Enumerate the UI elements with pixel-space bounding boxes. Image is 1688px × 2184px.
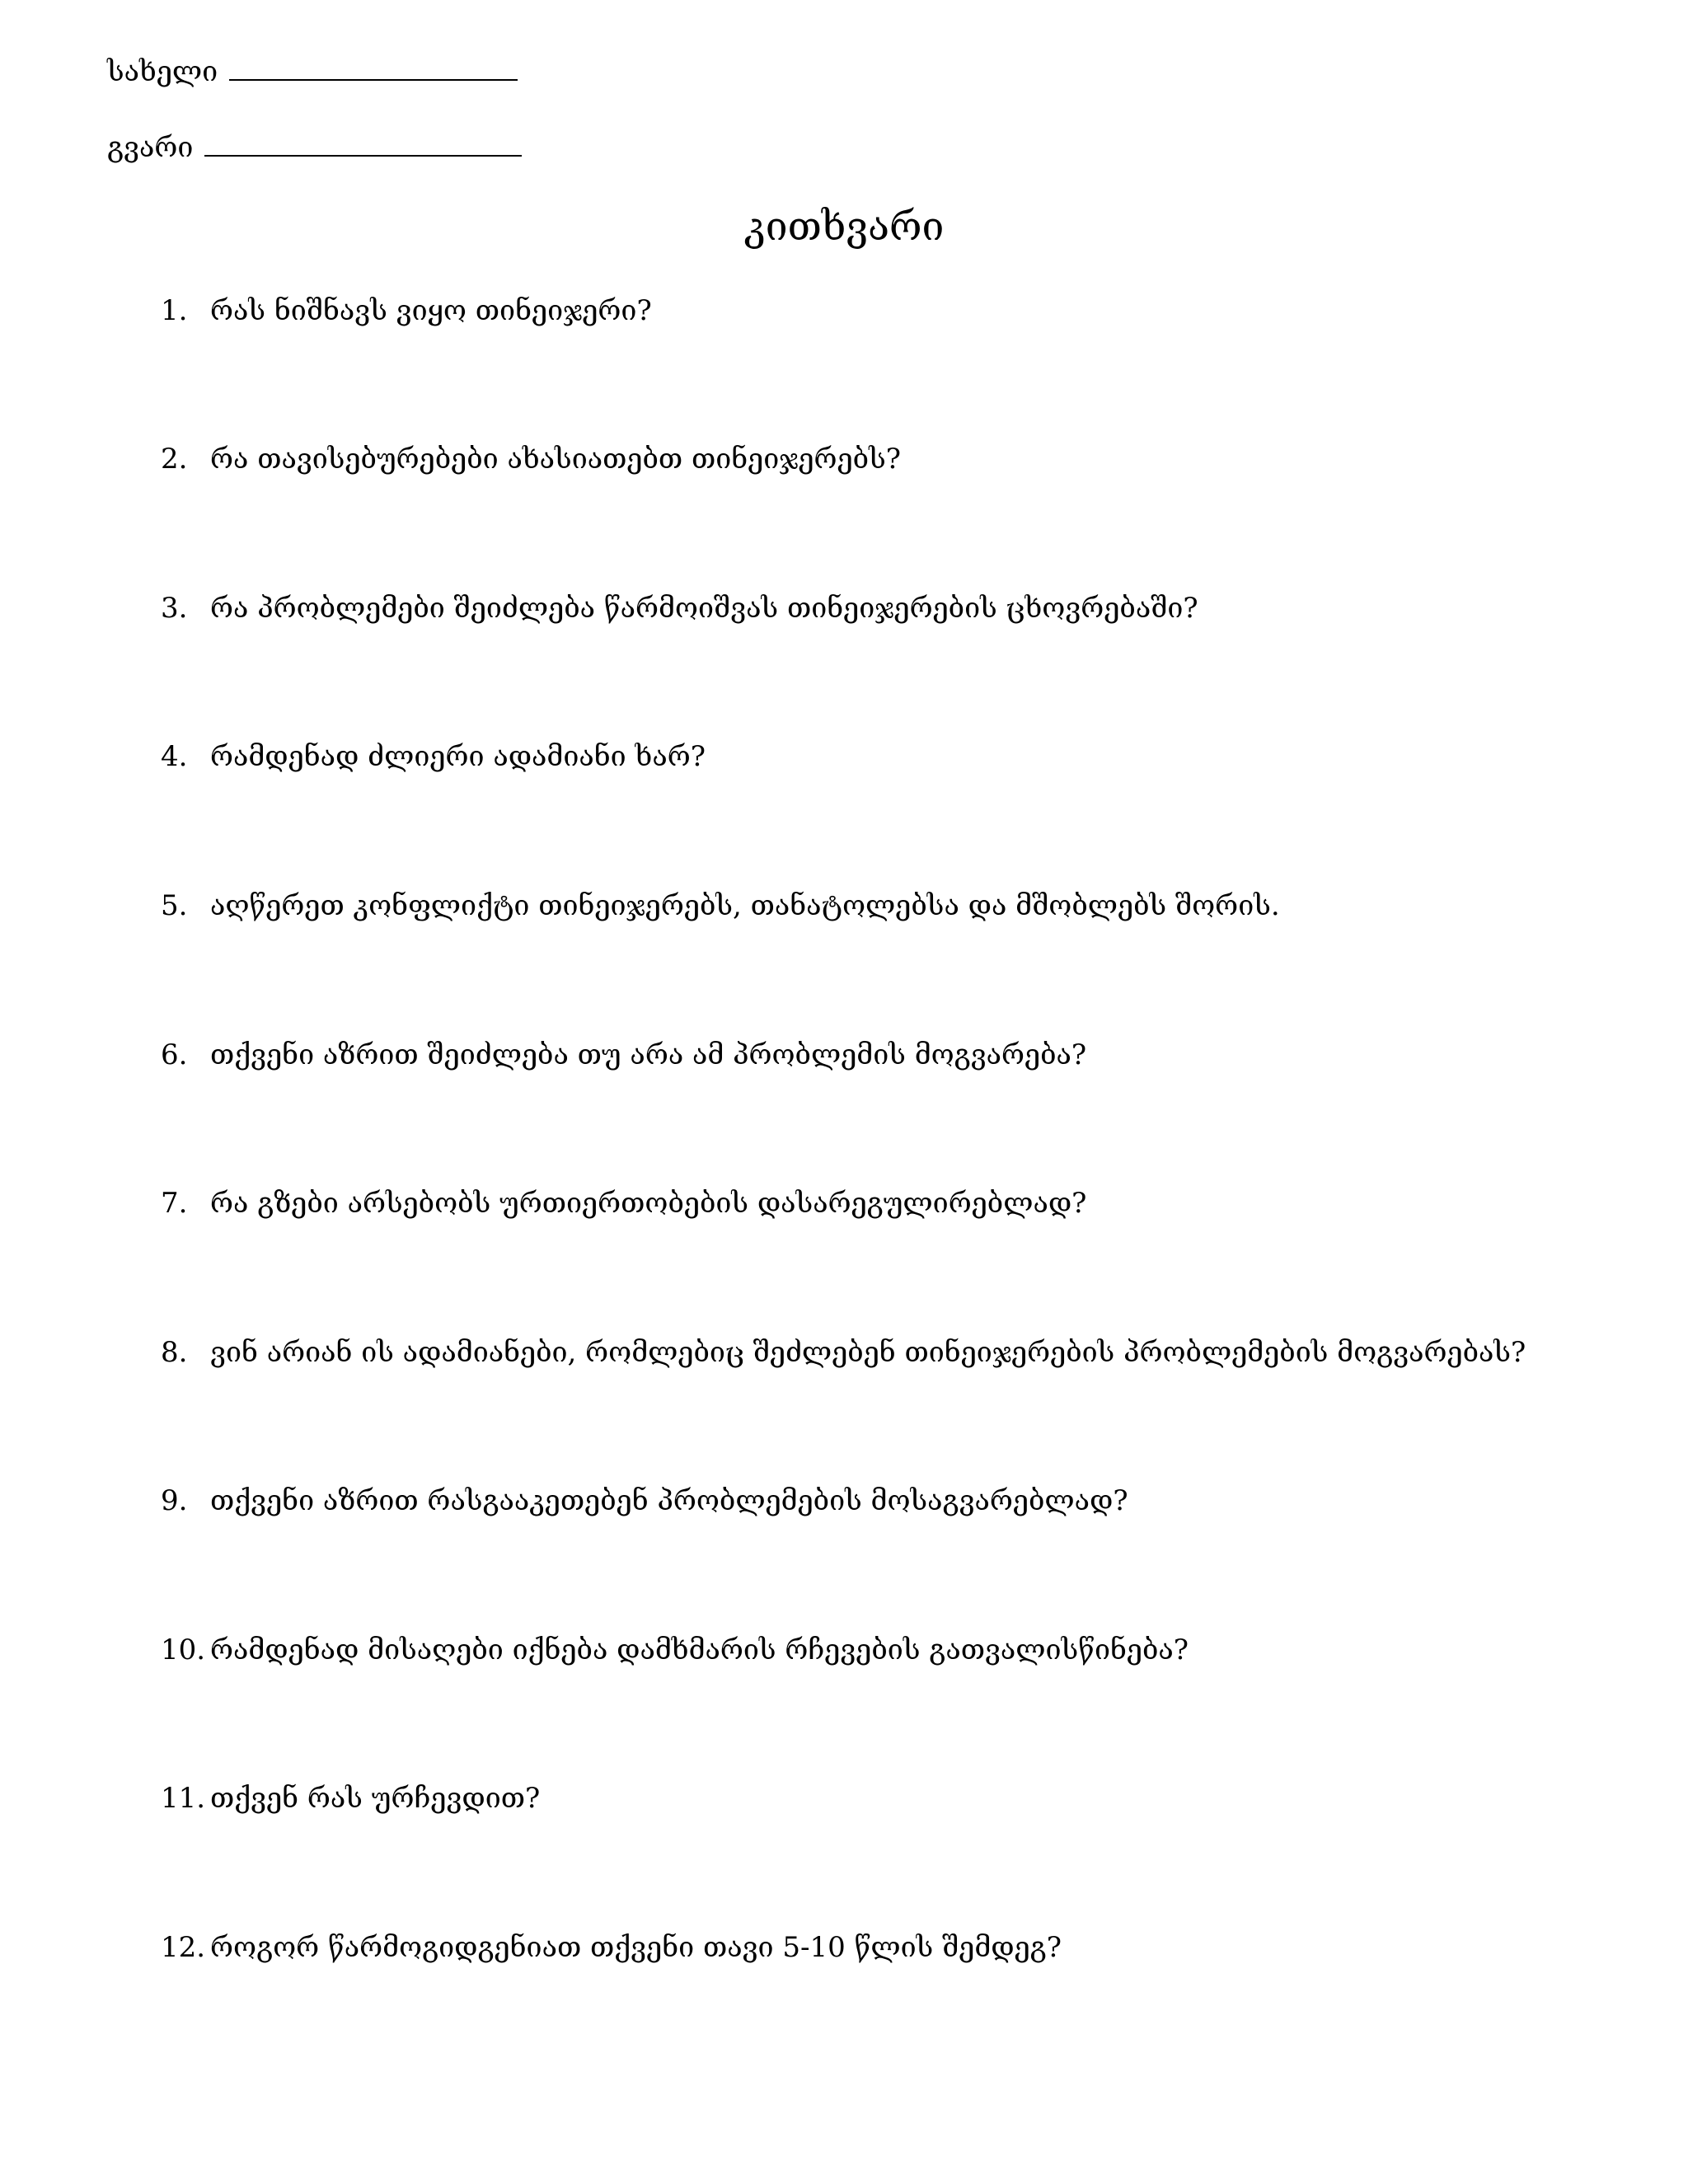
question-text: რას ნიშნავს ვიყო თინეიჯერი?: [210, 294, 652, 327]
page-title: კითხვარი: [743, 204, 945, 250]
question-number: 7.: [161, 1187, 188, 1220]
question-text: რამდენად მისაღები იქნება დამხმარის რჩევების გათვალისწინება?: [210, 1633, 1189, 1666]
question-number: 8.: [161, 1336, 188, 1369]
question-number: 9.: [161, 1484, 188, 1517]
surname-field: [107, 130, 522, 164]
name-field: [107, 54, 518, 88]
question-text: როგორ წარმოგიდგენიათ თქვენი თავი 5-10 წლის შემდეგ?: [210, 1931, 1062, 1964]
question-text: რა თავისებურებები ახასიათებთ თინეიჯერებს?: [210, 443, 901, 476]
name-blank-line[interactable]: [229, 54, 518, 81]
question-text: თქვენ რას ურჩევდით?: [210, 1782, 541, 1815]
question-number: 3.: [161, 592, 188, 625]
question-text: ვინ არიან ის ადამიანები, რომლებიც შეძლებენ თინეიჯერების პრობლემების მოგვარებას?: [210, 1336, 1526, 1369]
question-number: 2.: [161, 443, 188, 476]
question-number: 10.: [161, 1633, 206, 1666]
question-text: თქვენი აზრით შეიძლება თუ არა ამ პრობლემის მოგვარება?: [210, 1038, 1087, 1071]
surname-label: გვარი: [107, 131, 194, 164]
surname-blank-line[interactable]: [204, 130, 522, 157]
question-number: 5.: [161, 889, 188, 922]
name-label: სახელი: [107, 55, 218, 88]
question-number: 6.: [161, 1038, 188, 1071]
question-number: 1.: [161, 294, 188, 327]
question-number: 12.: [161, 1931, 206, 1964]
question-text: რამდენად ძლიერი ადამიანი ხარ?: [210, 740, 706, 773]
question-number: 11.: [161, 1782, 206, 1815]
question-text: აღწერეთ კონფლიქტი თინეიჯერებს, თანატოლებსა და მშობლებს შორის.: [210, 889, 1280, 922]
question-text: თქვენი აზრით რასგააკეთებენ პრობლემების მოსაგვარებლად?: [210, 1484, 1128, 1517]
question-text: რა პრობლემები შეიძლება წარმოიშვას თინეიჯერების ცხოვრებაში?: [210, 592, 1198, 625]
question-text: რა გზები არსებობს ურთიერთობების დასარეგულირებლად?: [210, 1187, 1087, 1220]
question-number: 4.: [161, 740, 188, 773]
